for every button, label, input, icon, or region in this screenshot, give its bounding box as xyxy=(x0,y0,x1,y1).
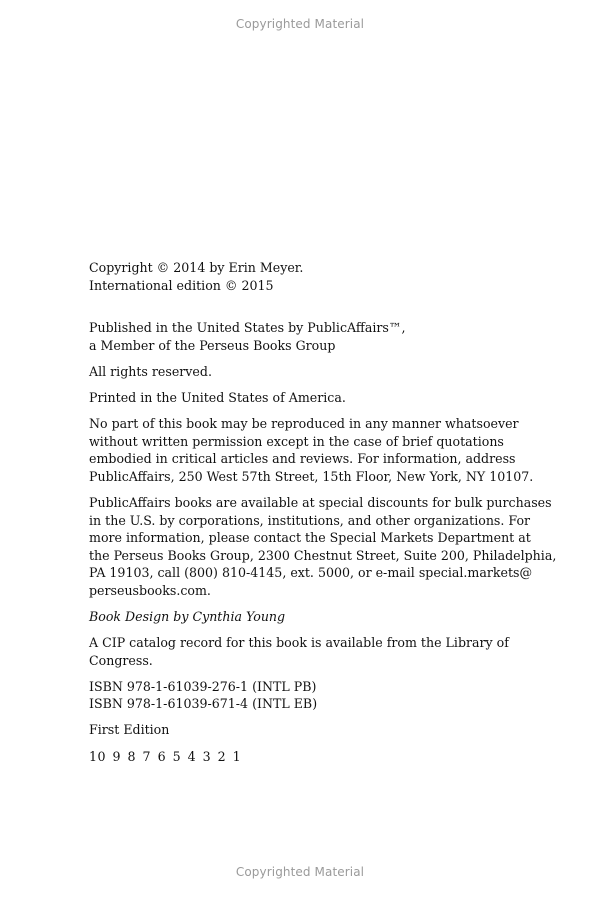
copyright-page xyxy=(89,259,557,765)
special-sales-line: more information, please contact the Special Markets Department at xyxy=(89,530,531,546)
cip-line: A CIP catalog record for this book is available from the Library of xyxy=(89,635,509,651)
publisher-line: Published in the United States by PublicAffairs™, xyxy=(89,320,406,336)
edition-statement: First Edition xyxy=(89,722,170,738)
isbn-list xyxy=(89,678,519,713)
reproduction-line: PublicAffairs, 250 West 57th Street, 15th Floor, New York, NY 10107. xyxy=(89,468,534,484)
rights-reserved: All rights reserved. xyxy=(89,363,212,379)
isbn-paperback: ISBN 978-1-61039-276-1 (INTL PB) xyxy=(89,678,317,694)
printer-key: 10 9 8 7 6 5 4 3 2 1 xyxy=(89,748,242,764)
special-sales-line: PublicAffairs books are available at special discounts for bulk purchases xyxy=(89,494,552,510)
isbn-ebook: ISBN 978-1-61039-671-4 (INTL EB) xyxy=(89,696,318,712)
copyright-line: Copyright © 2014 by Erin Meyer. xyxy=(89,260,304,275)
reproduction-line: without written permission except in the case of brief quotations xyxy=(89,433,504,449)
international-edition-line: International edition © 2015 xyxy=(89,277,274,293)
publisher-notice xyxy=(89,319,519,354)
cip-notice xyxy=(89,634,519,669)
reproduction-line: No part of this book may be reproduced in any manner whatsoever xyxy=(89,416,519,432)
copyright-notice xyxy=(89,259,519,294)
reproduction-notice xyxy=(89,415,534,485)
special-sales-line: in the U.S. by corporations, institutions, and other organizations. For xyxy=(89,512,531,528)
watermark-bottom: Copyrighted Material xyxy=(235,865,365,879)
watermark-top: Copyrighted Material xyxy=(235,17,365,31)
publisher-group-line: a Member of the Perseus Books Group xyxy=(89,337,336,353)
special-sales-notice xyxy=(89,494,557,600)
special-sales-line: perseusbooks.com. xyxy=(89,582,211,598)
special-sales-line: PA 19103, call (800) 810-4145, ext. 5000, or e-mail special.markets@ xyxy=(89,565,533,581)
reproduction-line: embodied in critical articles and reviews. For information, address xyxy=(89,451,516,467)
design-credit: Book Design by Cynthia Young xyxy=(89,609,286,624)
cip-line: Congress. xyxy=(89,652,153,668)
printed-in: Printed in the United States of America. xyxy=(89,389,346,405)
special-sales-line: the Perseus Books Group, 2300 Chestnut Street, Suite 200, Philadelphia, xyxy=(89,547,557,563)
